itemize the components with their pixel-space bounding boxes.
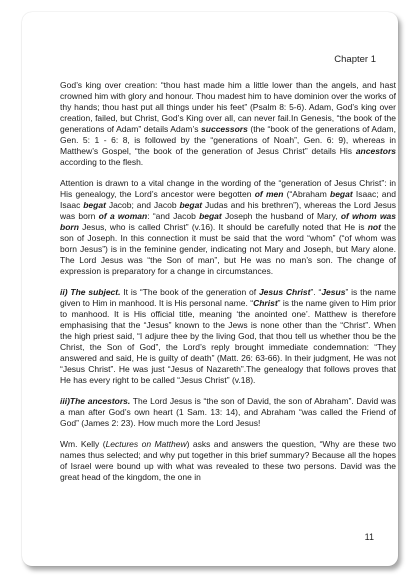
paragraph <box>60 396 396 429</box>
text-run: ”. “ <box>310 287 322 297</box>
text-run: Wm. Kelly ( <box>60 439 106 449</box>
text-run: begat <box>83 200 106 210</box>
page-number: 11 <box>364 532 374 542</box>
text-run: (the “book of the generations of Adam, Gen. 5: 1 - 6: 8, is followed by the “generations of Noah”, Gen. 6: 9), whereas in Matthew’s Gospel, “the book of the generation of Jesus Christ” details His <box>60 124 396 156</box>
text-run: begat <box>179 200 203 210</box>
text-run: It is “The book of the generation of <box>120 287 259 297</box>
text-run: ancestors <box>355 146 396 156</box>
text-run: of men <box>254 189 284 199</box>
text-run: the son of Joseph. In this connection it must be said that the word “whom” (“of whom was born Jesus”) is in the feminine gender, indicating not Mary and Joseph, but Mary alone. The Lord Jesus was “the Son of man”, but He was no man’s son. The change of expression is preparatory for a change in circumstances. <box>60 222 396 276</box>
text-run: The Lord Jesus is “the son of David, the son of Abraham”. David was a man after God’s own heart (1 Sam. 13: 14), and Abraham “was called the Friend of God” (James 2: 23). How much more the Lord Jesus! <box>60 396 396 428</box>
text-run: Jacob; and Jacob <box>105 200 180 210</box>
text-run: : “and Jacob <box>147 211 200 221</box>
page-body <box>60 80 396 493</box>
text-run: Lectures on Matthew <box>105 439 187 449</box>
book-page <box>22 12 398 566</box>
paragraph <box>60 178 396 277</box>
text-run: ” is the name given to Him prior to manhood. It is His official title, meaning ‘the anointed one’. Matthew is therefore emphasising that the “Jesus” known to the Jews is none other than the “Christ”. When the high priest said, “I adjure thee by the living God, that thou tell us whether thou be the Christ, the Son of God”, the Lord’s reply brought immediate condemnation: “They answered and said, He is guilty of death” (Matt. 26: 63-66). In their judgment, He was not “Jesus Christ”. He was just “Jesus of Nazareth”.The genealogy that follows proves that He has every right to be called “Jesus Christ” (v.18). <box>60 298 396 385</box>
text-run: iii)The ancestors. <box>60 396 131 406</box>
text-run: ii) The subject. <box>60 287 121 297</box>
text-run: Jesus Christ <box>258 287 311 297</box>
text-run: Jesus, who is called Christ” (v.16). It should be carefully noted that He is <box>78 222 368 232</box>
text-run: ” is the name given to Him in manhood. It is His personal name. “ <box>60 287 396 308</box>
paragraph <box>60 439 396 483</box>
text-run: Isaac; and Isaac <box>60 189 396 210</box>
chapter-header: Chapter 1 <box>334 54 376 65</box>
text-run: not <box>367 222 381 232</box>
text-run: begat <box>199 211 222 221</box>
text-run: ) asks and answers the question, “Why are these two names thus selected; and why put together in this brief summary? Because all the hopes of Israel were bound up with what was revealed to these two persons. David was the great head of the kingdom, the one in <box>60 439 396 482</box>
text-run: Attention is drawn to a vital change in the wording of the “generation of Jesus Christ”: in His genealogy, the Lord’s ancestor were begotten <box>60 178 396 199</box>
text-run: successors <box>201 124 248 134</box>
text-run: begat <box>330 189 353 199</box>
paragraph <box>60 80 396 168</box>
text-run: Jesus <box>321 287 346 297</box>
text-run: (“Abraham <box>283 189 331 199</box>
text-run: Judas and his brethren”), whereas the Lord Jesus was born <box>60 200 397 221</box>
text-run: of whom was born <box>60 211 397 232</box>
text-run: God’s king over creation: “thou hast made him a little lower than the angels, and hast crowned him with glory and honour. Thou madest him to have dominion over the works of thy hands; thou hast put all things under his feet” (Psalm 8: 5-6). Adam, God’s king over creation, failed, but Christ, God’s King over all, can never fail.In Genesis, “the book of the generations of Adam” details Adam’s <box>60 80 396 134</box>
text-run: Christ <box>253 298 278 308</box>
text-run: Joseph the husband of Mary, <box>221 211 341 221</box>
text-run: according to the flesh. <box>60 157 144 167</box>
text-run: of a woman <box>98 211 148 221</box>
paragraph <box>60 287 396 386</box>
